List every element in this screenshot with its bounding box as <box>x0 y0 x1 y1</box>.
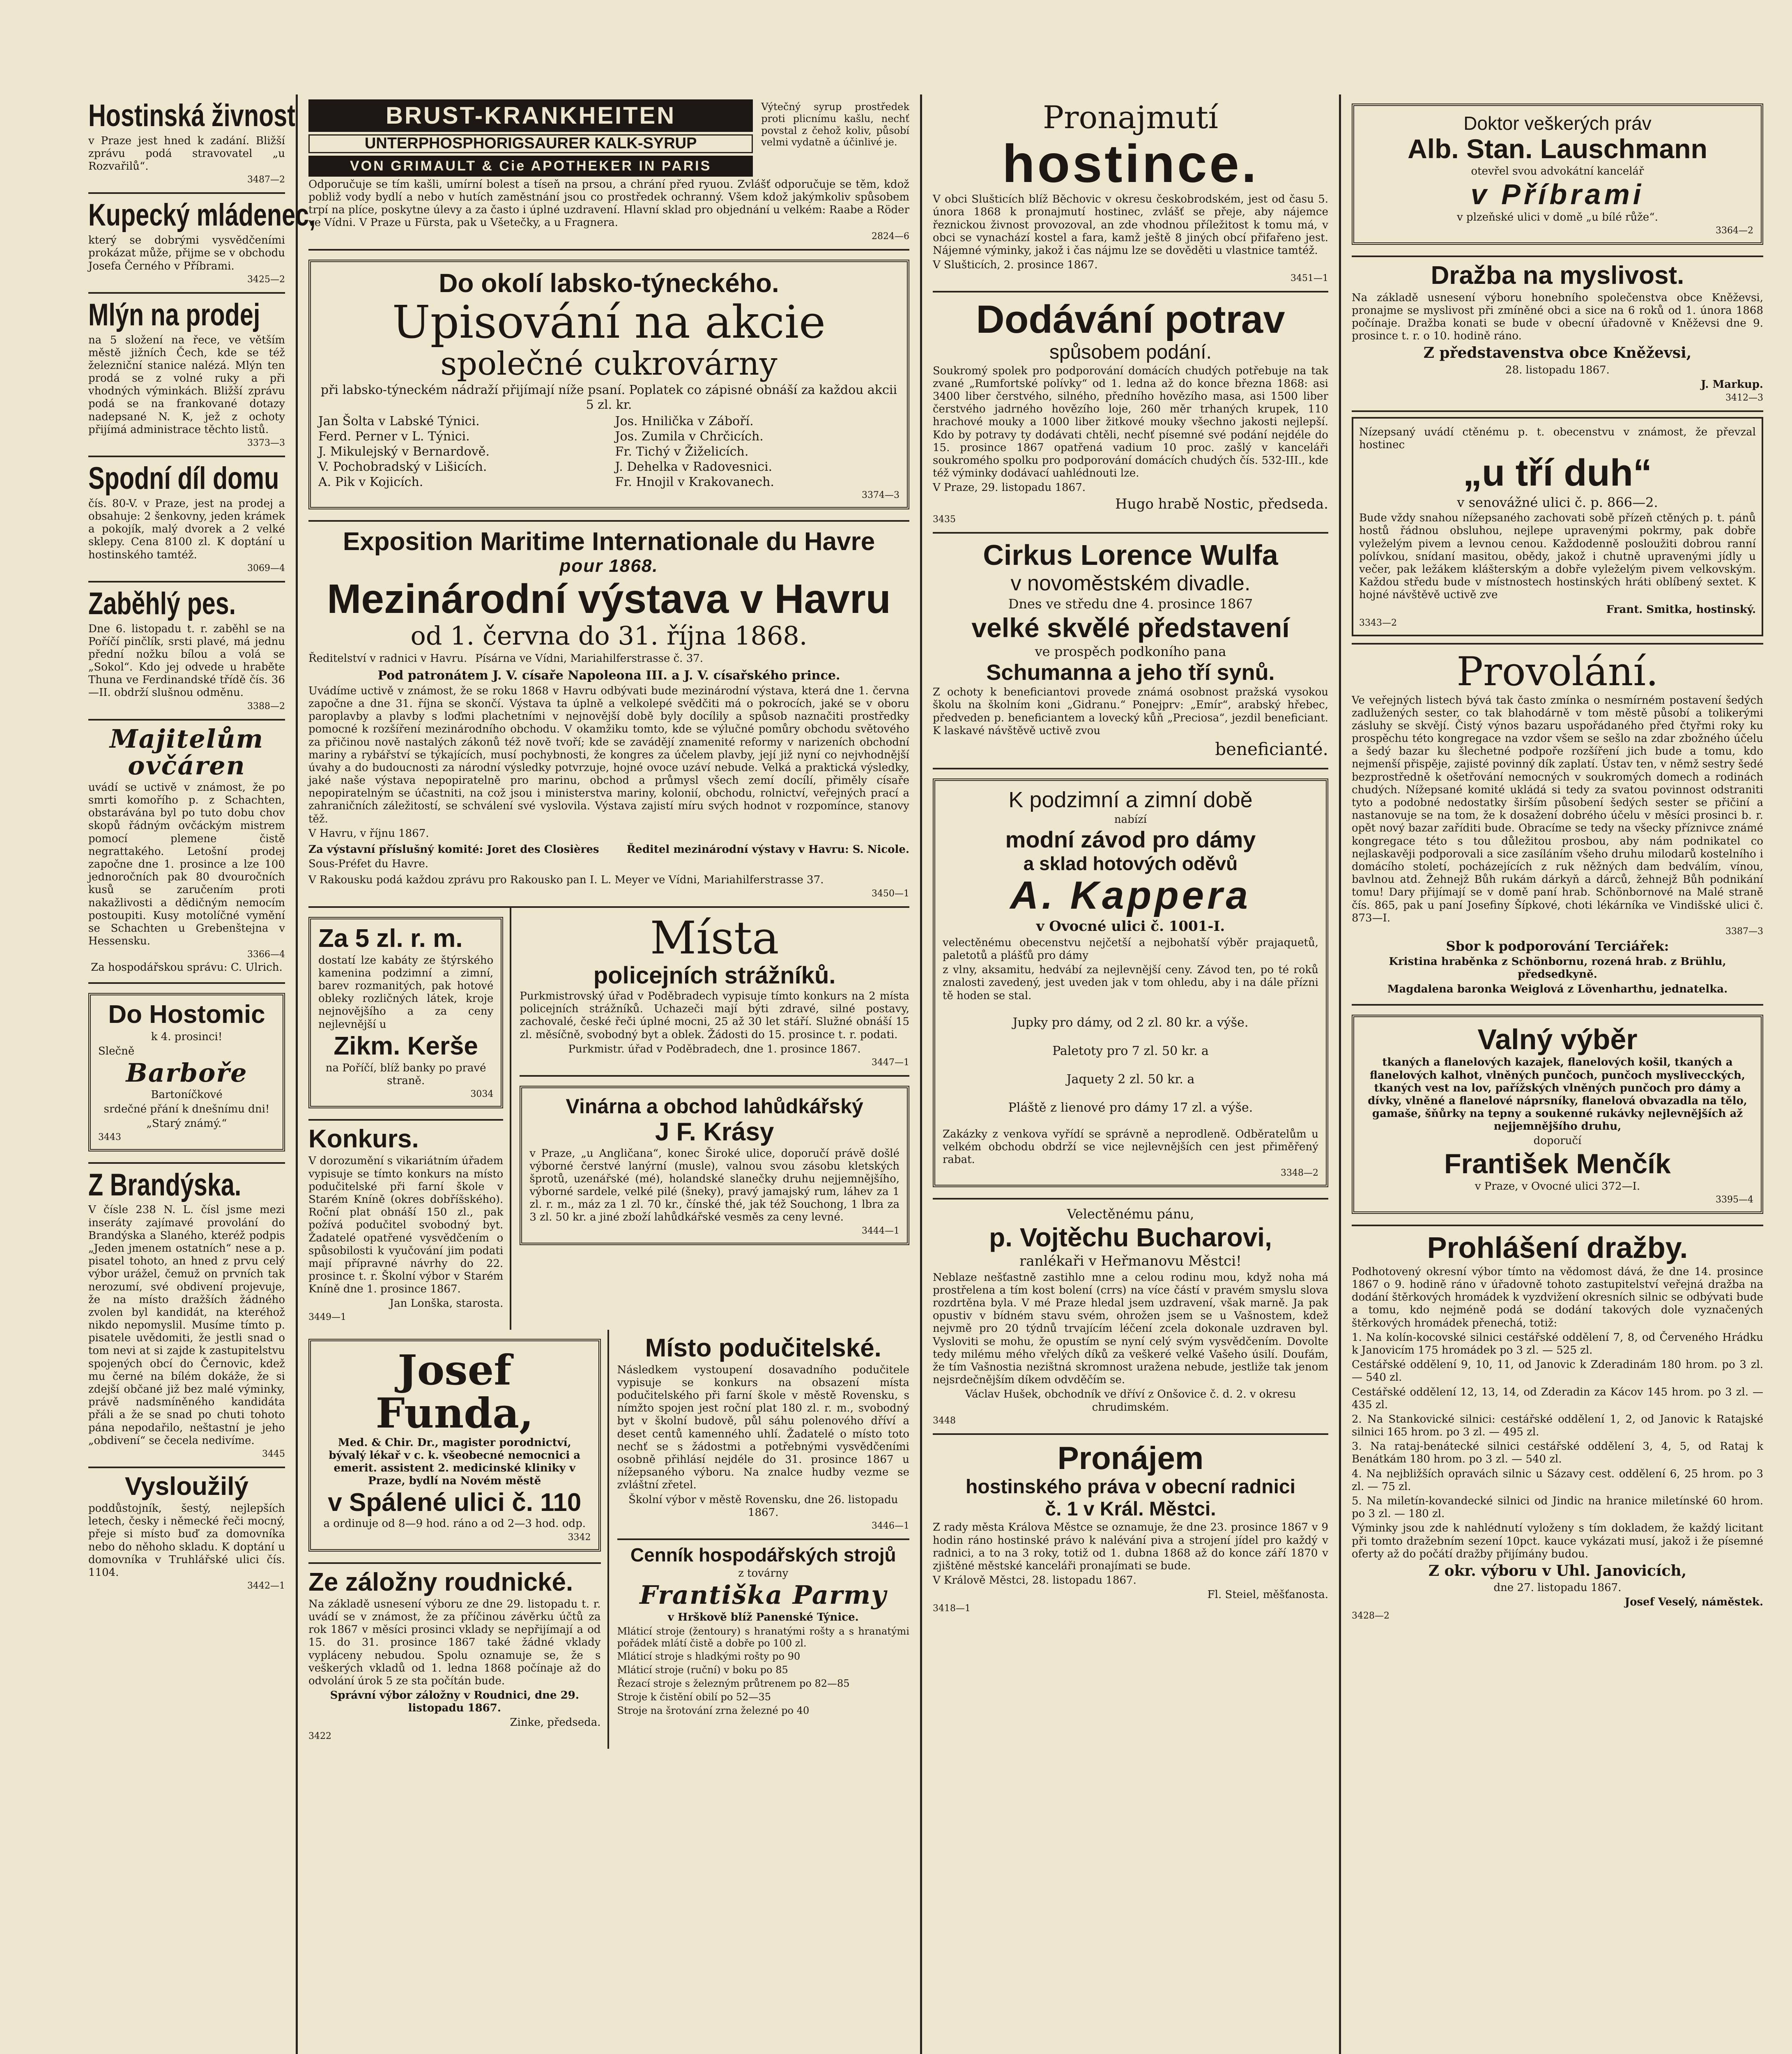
auction-item: 3. Na rataj-benátecké silnici cestářské oddělení 3, 4, 5, od Rataj k Benátkám 180 hrom. po 3 zl. — 540 zl. <box>1352 1440 1763 1466</box>
ad-body: tkaných a flanelových kazajek, flanelových košil, tkaných a flanelových kalhot, vlněných punčoch, punčoch myslivecckých, tkaných vest na lov, pařížských vlněných punčoch pro dámy a dívky, vlněné a flanelové náprsníky, flanelová obvazadla na tělo, gamaše, šňůrky na tepny a soukenné rukávky nejlevnějších až nejjemnějšího druhu, <box>1368 1056 1747 1133</box>
ad-code: 3418—1 <box>933 1603 971 1614</box>
ad-code: 3348—2 <box>1281 1168 1318 1179</box>
ad-signature: Purkmistr. úřad v Poděbradech, dne 1. prosince 1867. <box>568 1043 861 1055</box>
ad-misto-poducitelske <box>617 1330 910 1540</box>
ad-title: Doktor veškerých práv <box>1463 113 1652 134</box>
ad-hostomic <box>88 984 285 1163</box>
ad-akcie <box>308 251 909 522</box>
ad-code: 3366—4 <box>247 949 285 960</box>
ad-code: 3069—4 <box>247 563 285 573</box>
ad-signature-2: Zinke, předseda. <box>510 1716 601 1729</box>
price-row: Jaquety 2 zl. 50 kr. a <box>1066 1072 1195 1087</box>
ad-body: Z rady města Králova Městce se oznamuje, že dne 23. prosince 1867 v 9 hodin ráno hostinské právo k nalévání piva a strojení jídel pro každý v radnici, a to na 3 roky, totiž od 1. dubna 1868 až do konce září 1870 v zjištěné městské kanceláři pronajímati se bude. <box>933 1521 1328 1573</box>
ad-body: Podhotovený okresní výbor tímto na vědomost dává, že dne 14. prosince 1867 o 9. hodině ráno v úřadovně tohoto zastupitelství veřejná dražba na dodání štěrkových hromádek k vyzdvižení okresních silnic se odbývati bude a tomu, kdo nejméně podá se dodání takových dole vyznačených štěrkových hromádek přenechá, totiž: <box>1352 1265 1763 1329</box>
ads-row-2 <box>308 1330 909 1749</box>
ad-brandys <box>88 1164 285 1468</box>
ad-code: 3435 <box>933 514 956 525</box>
subscriber: Fr. Hnojil v Krakovanech. <box>615 475 774 490</box>
ad-cennik <box>617 1540 910 1725</box>
ad-signature-2: Josef Veselý, náměstek. <box>1624 1596 1763 1609</box>
subscriber: Jos. Zumila v Chrčicích. <box>615 429 764 444</box>
ad-code: 3442—1 <box>247 1581 285 1591</box>
ad-date: dne 27. listopadu 1867. <box>1493 1582 1622 1594</box>
ad-headline: modní závod pro dámy <box>1005 827 1256 853</box>
ad-provolani <box>1352 645 1763 1006</box>
ad-signature: Jan Lonška, starosta. <box>389 1297 504 1310</box>
ad-code: 3444—1 <box>862 1225 899 1236</box>
ad-pronajmuti <box>933 94 1328 292</box>
ad-committee-title: Sbor k podporování Terciářek: <box>1446 938 1669 954</box>
ad-office: Písárna ve Vídni, Mariahilferstrasse č. 37. <box>475 652 704 665</box>
ad-mista <box>520 908 909 1077</box>
ad-subtitle: hostinského práva v obecní radnici <box>966 1476 1295 1498</box>
ad-patronage: Pod patronátem J. V. císaře Napoleona III. a J. V. císařského prince. <box>377 668 840 683</box>
ad-body: Bude vždy snahou nížepsaného zachovati sobě přízeň ctěných p. t. pánů hostů řádnou obsluhou, nejlepe upravenými pokrmy, pak dobře vyleželým pivem a levnou cenou. Každodenně posloužiti dobrou ranní polívkou, snídaní masitou, obědy, jakož i chutně upravenými jídly u večer, pak ležákem klášterským a dobře vyleželým pivem velkovským. Každou středu bude v místnostech hostinských hráti oblíbený sextet. K hojné návštěvě uctivě zve <box>1359 512 1756 601</box>
ad-pronajem <box>933 1435 1328 1621</box>
ad-bucharovi <box>933 1200 1328 1435</box>
auction-item: 5. Na miletín-kovandecké silnici od Jindic na hranice miletínské 60 hrom. po 3 zl. — 180 zl. <box>1352 1495 1763 1520</box>
ad-title: Exposition Maritime Internationale du Havre <box>343 527 875 556</box>
ad-foot: V Rakousku podá každou zprávu pro Rakousko pan I. L. Meyer ve Vídni, Mariahilferstrasse 37. <box>308 874 824 887</box>
auction-item: Cestářské oddělení 9, 10, 11, od Janovic k Zderadinám 180 hrom. po 3 zl. — 540 zl. <box>1352 1359 1763 1384</box>
ad-name: Františka Parmy <box>640 1580 887 1610</box>
ad-havre <box>308 522 909 907</box>
ad-body: Med. & Chir. Dr., magister porodnictví, bývalý lékař v c. k. všeobecné nemocnici a emerit. assistent 2. medicinské kliniky v Praze, bydlí na Novém městě <box>329 1436 581 1488</box>
ad-body: Na základě usnesení výboru ze dne 29. listopadu t. r. uvádí se v známost, že za příčinou závěrku účtů za rok 1867 v měsíci prosinci vklady se nepřijímají a od 15. do 31. prosince 1867 také žádné vklady vypláceny nebudou. Spolu oznamuje se, že s veškerých vkladů od 1. ledna 1868 počínaje až do odvolání úrok 5 ze sta počítán bude. <box>308 1598 601 1687</box>
ad-body: Odporučuje se tím kašli, umírní bolest a tíseň na prsou, a chrání před ryuou. Zvlášť odporučuje se těm, kdož pobliž vody bydlí a nebo v hutích zaměstnání jsou co prostředek ochranný. Všem kdož jakýmkoliv spůsobem trpí na plíce, poskytne úlevy a za často i úplné uzdravení. Hlavní sklad pro objednání u velkém: Raabe a Röder ve Vídni. V Praze u Fürsta, pak u Všetečky, a u Fragnera. <box>308 178 909 229</box>
price-row: Řezací stroje s železným průtrenem po 82—85 <box>617 1677 850 1689</box>
ad-title: Za 5 zl. r. m. <box>318 924 463 953</box>
ad-name: Josef Funda, <box>375 1345 534 1437</box>
ad-address: v Ovocné ulici č. 1001-I. <box>1036 918 1225 935</box>
ad-funda <box>308 1330 601 1564</box>
ad-address: v Hrškově blíž Panenské Týnice. <box>667 1611 859 1623</box>
price-row: Pláště z lienové pro dámy 17 zl. a výše. <box>1008 1100 1253 1115</box>
ad-title: Kupecký mládenec, <box>88 198 316 233</box>
ad-date: 28. listopadu 1867. <box>1505 364 1610 376</box>
ad-date: V Havru, v říjnu 1867. <box>308 827 429 840</box>
ad-body: Ve veřejných listech bývá tak často zmínka o nesmírném postavení šedých zadlužených sester, co tak blahodárně v tom městě působí a tolikerými zásluhy se skvějí. Čistý výnos bazaru uspořádaného před čtyřmi roky ku prospěchu této kongregace na vzdor všem se sešlo na zdar zbožného účelu a šedý bazar ku šlechetné podpoře rozšíření jich bude a tomu, kdo nejmenší přispěje, zajisté povinný dík zaplatí. Ústav ten, v němž sestry šedé bezprostředně k ošetřování nemocných v soukromých domech a rodinách chudých. Nížepsané komité ukládá si tedy za svatou povinnost odstraniti tyto a podobné nedostatky širším působení šedých sester se přičiní a nastanovuje se na tom, že k dosažení dobrého účelu v měsíci prosinci b. r. opět nový bazar zaříditi bude. Obracíme se tedy na všecky příznivce známé kongregace této s tou důležitou prosbou, aby nám podnikatel co nejlaskavěji podporovali a sice zasíláním všeho druhu milodarů kostelního i domácího století, pocházejících z ruk něžných dam bedválím, vínou, bavlnou atd. Žehnejž Bůh rukám dárkyň a dárců, žehnejž Bůh podnikání tomu! Dary přijímají se v domě paní hrab. Schönbornové na Malé straně čís. 865, pak u paní Josefiny Šípkové, choti lékárníka ve Vindišské ulici č. 873—I. <box>1352 694 1763 924</box>
ad-code: 3448 <box>933 1415 956 1426</box>
ad-surname: Bartoníčkové <box>151 1089 223 1101</box>
ad-drazba-myslivost <box>1352 257 1763 412</box>
subscriber: Jos. Hnilička v Záboří. <box>615 414 754 429</box>
ad-title: Místo podučitelské. <box>645 1333 881 1362</box>
ad-vyslouzily <box>88 1468 285 1598</box>
subscriber: Fr. Tichý v Žiželicích. <box>615 444 749 459</box>
ad-body: Z ochoty k beneficiantovi provede známá osobnost pražská vysokou školu na školním koni „Gidranu.“ Ponejprv: „Emír“, arabský hřebec, předveden p. beneficiantem a lovecký kůň „Preciosa“, jezdil beneficiant. K laskavé návštěvě uctivě zvou <box>933 686 1328 737</box>
ad-spodni <box>88 457 285 583</box>
ad-body: čís. 80-V. v Praze, jest na prodej a obsahuje: 2 šenkovny, jeden krámek a pokojík, malý dvorek a 2 velké sklepy. Cena 8100 zl. K doptání u hostinského tamtéž. <box>88 497 285 561</box>
ad-title: Do Hostomic <box>108 1000 265 1029</box>
ad-headline: Mezinárodní výstava v Havru <box>327 576 891 622</box>
ad-signature: Správní výbor záložny v Roudnici, dne 29. listopadu 1867. <box>330 1689 579 1715</box>
price-row: Mláticí stroje (ruční) v boku po 85 <box>617 1664 788 1676</box>
price-row: Mláticí stroje s hladkými rošty po 90 <box>617 1651 801 1663</box>
ad-body: Dne 6. listopadu t. r. zaběhl se na Poříčí pinčlík, srsti plavé, má jednu přední nožku bílou a volá se „Sokol“. Kdo jej odvede u hraběte Thuna ve Ferdinandské třídě čís. 36—II. obdrží slušnou odměnu. <box>88 622 285 699</box>
ad-body: dostatí lze kabáty ze štýrského kamenina podzimní a zimní, barev rozmanitých, pak hotové obleky rozličných látek, kroje nejnovějšího a za ceny nejlevnější u <box>318 954 494 1031</box>
ad-body: Soukromý spolek pro podporování domácích chudých potřebuje na tak zvané „Rumfortské polívky“ od 1. ledna až do konce března 1868: asi 3400 liber čerstvého, silného, předního hovězího masa, asi 1500 liber čerstvého jadrného hovězího loje, 260 měr trhaných krupek, 110 hrachové mouky a 1000 liber žitkové mouky všechno jakosti nejlepší. Kdo by potravy ty dodávati chtěli, nechť písemné své podání nejdéle do 15. prosince 1867 opatřená vadium 10 proc. zašlý v kanceláři soukromého spolku pro podporování domácích chudých čís. 532-III., kde též výminky dodávací uahlédnouti lze. <box>933 364 1328 480</box>
ad-kappera <box>933 769 1328 1200</box>
ad-code: 3447—1 <box>872 1057 909 1068</box>
ad-address: v plzeňské ulici v domě „u bílé růže“. <box>1457 211 1658 224</box>
ad-code: 3450—1 <box>872 888 909 899</box>
subscriber: A. Pik v Kojicích. <box>318 475 423 490</box>
ad-body: Uvádíme uctivě v známost, že se roku 1868 v Havru odbývati bude mezinárodní výstava, která dne 1. června započne a dne 31. října se skončí. Výstava ta úplně a velkolepé svědčiti má o pokrocích, jaké se v oboru paroplavby a plavby s loďmi plachetními v nejnovější době byly docílily a spůsob naznačiti prostředky pomocné k rozšíření mezinárodního obchodu. V okamžiku tomto, kde se výlučné pomůry obchodu světového za přičinou nově nastalých zákonů též nově tvoří; kde se zavádějí znamenité reformy v narizeních obchodní mariny a rybářství se týkajících, musí pochybnosti, že kongres za účelem plavby, její již nyní co nejvhodnější úvahy a do budoucnosti za národní výsledky potvrzuje, hojné ovoce uzáví nebude. Velká a praktická výsledky, jaké naše výstava nepopiratelně pro marinu, obchod a průmysl všech zemí docílí, přiměly císaře nepopiratelným se účastniti, na což jsou i ministerstva mariny, kolonií, obchodu, rolnictví, veřejných prací a zahraničních záležitostí, se schválení své vyslovila. Výstava zajistí míru svých hodnot v rozpomínce, stanovy těž. <box>308 684 909 825</box>
ad-subtitle: a sklad hotových oděvů <box>1023 852 1238 874</box>
ad-body: otevřel svou advokátní kancelář <box>1471 165 1644 177</box>
ad-name: A. Kappera <box>1010 873 1251 918</box>
ad-body: V čísle 238 N. L. čísl jsme mezi inseráty zajímavé provolání do Brandýska a Slaného, kteréž podpis „Jeden jmenem ostatních“ nese a p. pisatel tohoto, an hned z prvu celý výbor urážel, čemuž on prvních tak nerozumí, své obdivení projevuje, že na místo dražších žádného zvolen byl kandidát, na kteréhož nikdo nepomyslil. Musíme tímto p. pisatele uvědomiti, že jestli snad o tom nevi at si zajde k zastupitelstvu spojených obcí do Černovic, kdež mu černé na bílém dokáže, že si zdejší občané již bez malé výminky, právě nadsmíněného kandidáta přáli a že se snad po chuti tohoto pána nepodařilo, neštastní je jeho „obdivení“ se čecela nedivíme. <box>88 1204 285 1447</box>
subscriber: V. Pochobradský v Lišicích. <box>318 460 487 474</box>
ad-body: který se dobrými vysvědčeními prokázat může, přijme se v obchodu Josefa Černého v Příbrami. <box>88 234 285 272</box>
ad-code: 3395—4 <box>1716 1195 1753 1205</box>
ad-drazba <box>1352 1226 1763 1628</box>
ad-body-2: Výminky jsou zde k nahlédnutí vyloženy s tím dokladem, že každý licitant při tomto dražebním sezení 10pct. kauce vykázati musí, jakož i že písemné oferty až do počátí dražby přijímány budou. <box>1352 1522 1763 1560</box>
ad-mencik <box>1352 1006 1763 1226</box>
column-1 <box>88 94 316 2054</box>
ad-code: 3425—2 <box>247 274 285 285</box>
ad-subtitle-2: VON GRIMAULT & Cie APOTHEKER IN PARIS <box>308 156 753 177</box>
column-2 <box>298 94 922 2054</box>
ad-code: 3374—3 <box>862 490 899 501</box>
ad-body-3: Zakázky z venkova vyřídí se správně a neprodleně. Odběratelům u velkém obchodu obdrží se vice nejlevnějších cen jest přiměřený rabat. <box>943 1128 1318 1166</box>
ad-directorate: Ředitelství v radnici v Havru. <box>308 652 467 665</box>
ad-body: uvádí se uctivě v známost, že po smrti komořího p. z Schachten, obstarávána byl po tuto dobu chov skopů řádným ovčáckým mistrem pomocí plemene čistě negrattakého. Letošní prodej započne dne 1. prosince a lze 100 jednoročních pak 80 dvouročních kusů se zaručením proti nakažlivosti a dědičným nemocím postoupiti. Kusy motolíčné vymění se Schachten u Grebenštejna v Hessensku. <box>88 781 285 948</box>
ad-mlyn <box>88 294 285 457</box>
ad-signature: Fl. Steiel, měšťanosta. <box>1207 1589 1328 1601</box>
ad-signature: Za hospodářskou správu: C. Ulrich. <box>91 961 283 974</box>
ad-salutation: Velectěnému pánu, <box>1067 1206 1194 1222</box>
ad-code: 3422 <box>308 1731 331 1741</box>
ad-code: 3343—2 <box>1359 617 1397 628</box>
ad-body: Následkem vystoupení dosavadního podučitele vypisuje se konkurs na obsazení místa podučitelského při farní škole v městě Rovensku, s nímžto spojen jest roční plat 180 zl. r. m., svobodný byt v školní budově, půl sáhu polenového dříví a deset centů kamenného uhlí. Žadatelé o místo toto nechť se s žádostmi a potřebnými vysvědčeními osobně přihlásí nejdéle do 31. prosince 1867 u nížepsaného výboru. Na znalce hudby vezme se zvláštní zřetel. <box>617 1363 909 1492</box>
ad-body: v Praze, „u Angličana“, konec Široké ulice, doporučí právě došlé výborné čerstvé lanýrní (musle), valnou svou zásobu kletských šprotů, uzenářské (mé), holandské slanečky druhu nejjemnějšího, výborné sardele, velké pilé (šneky), pravý jamajský rum, láhev za 1 zl. r. m., máz za 1 zl. 70 kr., čínské thé, jak též Souchong, 1 lbra za 3 zl. 50 kr. a jiné zboží lahůdkářské vesměs za ceny levné. <box>529 1147 899 1224</box>
ad-signature: beneficianté. <box>1215 739 1328 759</box>
ads-row-1 <box>308 908 909 1330</box>
ad-majitelum <box>88 721 285 984</box>
ad-code: 3342 <box>568 1532 591 1543</box>
subscriber: Jan Šolta v Labské Týnici. <box>318 414 480 429</box>
ad-title: Místa <box>650 911 779 964</box>
ad-code: 3445 <box>262 1448 285 1459</box>
auction-item: Cestářské oddělení 12, 13, 14, od Zderadin za Kácov 145 hrom. po 3 zl. — 435 zl. <box>1352 1386 1763 1411</box>
ad-headline: hostince. <box>1002 133 1259 193</box>
ad-body: velectěnému obecenstvu nejčetší a nejbohatší výběr prajaquetů, paletotů a plášťů pro dámy <box>943 936 1318 962</box>
ad-place: v Příbrami <box>1470 178 1645 210</box>
auction-item: 1. Na kolín-kocovské silnici cestářské oddělení 7, 8, od Červeného Hrádku k Janovicím 175 hromádek po 3 zl. — 525 zl. <box>1352 1331 1763 1356</box>
ad-subtitle: spůsobem podání. <box>1049 341 1212 364</box>
ad-body-2: z vlny, aksamitu, hedvábí za nejlevnější ceny. Závod ten, po té roků znalosti zavedený, jest uveden jak v tom ohledu, aby i na dále přízni tě hoden se stal. <box>943 964 1318 1002</box>
ad-code: 3412—3 <box>1725 392 1763 403</box>
subscriber: Ferd. Perner v L. Týnici. <box>318 429 470 444</box>
ad-body: Purkmistrovský úřad v Poděbradech vypisuje tímto konkurs na 2 místa policejních strážníků. Uchazeči mají býti zdravé, silné postavy, zachovalé, české řeči úplné mocni, 25 až 30 let stáří. Služné obnáší 15 zl. měsíčně, svobodný byt a oblek. Žádosti do 15. prosince t. r. podati. <box>520 990 909 1041</box>
ad-signature: Z představenstva obce Kněževsi, <box>1423 344 1692 362</box>
subscriber: J. Dehelka v Radovesnici. <box>615 460 773 474</box>
ad-dates: od 1. června do 31. října 1868. <box>410 620 807 651</box>
ad-code: 3487—2 <box>247 175 285 185</box>
ad-name: Zikm. Kerše <box>334 1032 478 1060</box>
ad-date: Dnes ve středu dne 4. prosince 1867 <box>1008 596 1253 612</box>
ad-code: 3388—2 <box>247 701 285 712</box>
ad-signature-left-title: Sous-Préfet du Havre. <box>308 858 428 870</box>
ad-from: z továrny <box>738 1567 789 1580</box>
ad-address: v Praze, v Ovocné ulici 372—I. <box>1475 1180 1640 1193</box>
price-row: Mláticí stroje (žentoury) s hranatými rošty a s hranatými pořádek mlátí čistě a dobře po 100 zl. <box>617 1625 909 1649</box>
ad-name: František Menčík <box>1444 1148 1671 1179</box>
ad-vinarna <box>520 1077 909 1256</box>
ad-subtitle: společné cukrovárny <box>440 345 778 383</box>
ad-sidenote: Výtečný syrup prostředek proti plicnímu kašlu, nechť povstal z čehož koliv, působí velmi vydatně a účinlivé je. <box>761 101 909 148</box>
price-row: Stroje k čistění obilí po 52—35 <box>617 1691 771 1703</box>
ad-subtitle: UNTERPHOSPHORIGSAURER KALK-SYRUP <box>308 134 753 153</box>
price-row: Paletoty pro 7 zl. 50 kr. a <box>1052 1043 1209 1058</box>
ad-code: 3034 <box>470 1089 494 1100</box>
ad-body: poddůstojník, šestý, nejlepších letech, česky i německé řeči mocný, přeje si místo buď za domovníka nebo do něhoho skladu. K doptání u domovníka v Truhlářské ulici čís. 1104. <box>88 1502 285 1579</box>
ad-code: 3364—2 <box>1716 226 1753 236</box>
ad-address: v Spálené ulici č. 110 <box>328 1488 582 1517</box>
ad-date: V Králově Městci, 28. listopadu 1867. <box>933 1574 1136 1587</box>
ad-title: Prohlášení dražby. <box>1427 1232 1688 1265</box>
ad-code: 3387—3 <box>1725 926 1763 937</box>
ad-title: Z Brandýska. <box>88 1167 242 1202</box>
ad-signature: Hugo hrabě Nostic, předseda. <box>1115 496 1328 513</box>
ad-name: Alb. Stan. Lauschmann <box>1408 134 1707 164</box>
ad-committee-member: Magdalena baronka Weiglová z Lövenharthu, jednatelka. <box>1387 983 1728 995</box>
ad-salutation: Slečně <box>98 1045 135 1057</box>
ad-signature: „Starý známý.“ <box>146 1117 227 1130</box>
ad-title: Vinárna a obchod lahůdkářský <box>566 1094 863 1118</box>
ad-name: Barboře <box>126 1057 248 1088</box>
ad-title: Dodávání potrav <box>976 297 1285 342</box>
ad-subtitle: ranlékaři v Heřmanovu Městci! <box>1019 1253 1242 1269</box>
ad-body: V dorozumění s vikariátním úřadem vypisuje se tímto konkurs na místo podučitelské při farní škole v Starém Kníně (okres dobříšského). Roční plat obnáší 150 zl., pak požívá podučitel svobodný byt. Žadatelé opatřené vysvědčením o spůsobilosti k vyučování jim podati mají přípravné návrhy do 22. prosince t. r. Školní výbor v Starém Kníně dne 1. prosince 1867. <box>308 1155 504 1296</box>
ad-code: 3373—3 <box>247 438 285 449</box>
subscriber-list <box>318 414 899 489</box>
ad-za5 <box>308 908 503 1121</box>
ad-code: 3449—1 <box>308 1312 346 1322</box>
ad-signature: Václav Hušek, obchodník ve dříví z Onšovice č. d. 2. v okresu chrudimském. <box>965 1388 1296 1414</box>
ad-signature: V Slušticích, 2. prosince 1867. <box>933 259 1098 272</box>
ad-address: v senovážné ulici č. p. 866—2. <box>1457 494 1658 510</box>
ad-body: srdečné přání k dnešnímu dni! <box>104 1103 270 1116</box>
ad-hostinska <box>88 94 296 194</box>
ad-signature-left: Za výstavní příslušný komité: Joret des Closières <box>308 843 599 856</box>
ad-cirkus <box>933 534 1328 769</box>
ad-hours: a ordinuje od 8—9 hod. ráno a od 2—3 hod. odp. <box>323 1517 586 1530</box>
ad-title: Cirkus Lorence Wulfa <box>983 539 1278 571</box>
ad-title: Mlýn na prodej <box>88 297 260 332</box>
ad-year: pour 1868. <box>559 556 658 576</box>
ad-title: Pronajmutí <box>1043 99 1218 136</box>
ad-signature: Z okr. výboru v Uhl. Janovicích, <box>1428 1562 1687 1580</box>
ad-date: V Praze, 29. listopadu 1867. <box>933 481 1086 494</box>
ad-place: č. 1 v Král. Městci. <box>1045 1498 1216 1520</box>
ad-title: Do okolí labsko-týneckého. <box>439 268 779 298</box>
ad-code: 3443 <box>98 1132 121 1142</box>
ad-headline: velké skvělé představení <box>971 612 1290 643</box>
ad-signature-right: Ředitel mezinárodní výstavy v Havru: S. Nicole. <box>626 843 909 856</box>
ad-title: Ze záložny roudnické. <box>308 1568 573 1596</box>
ad-title: Vysloužilý <box>125 1472 248 1501</box>
price-row: Jupky pro dámy, od 2 zl. 80 kr. a výše. <box>1012 1015 1249 1030</box>
ad-title: Majitelům ovčáren <box>109 723 264 781</box>
auction-item: 4. Na nejbližších opravách silnic u Sázavy cest. oddělení 6, 25 hrom. po 3 zl. — 75 zl. <box>1352 1467 1763 1493</box>
ad-title: Valný výběr <box>1477 1023 1638 1055</box>
price-row: Stroje na šrotování zrna železné po 40 <box>617 1704 810 1716</box>
ad-address: na Poříčí, blíž banky po pravé straně. <box>325 1062 486 1087</box>
ad-signature-2: J. Markup. <box>1701 378 1763 391</box>
subscriber: J. Mikulejský v Bernardově. <box>318 444 490 459</box>
ad-title: Hostinská živnost <box>88 98 296 133</box>
ad-body: Neblaze nešťastně zastihlo mne a celou rodinu mou, když noha má prostřelena a tím kost bolení (crrs) na více částí v pravém smyslu slova rozdrtěna byla. V mé Praze hledal jsem uzdravení, však marně. Ja pak opustiv v bídném stavu svém, ohrožen jsem se u Vašnostem, kdež nejvmě pro 20 týdnů trvajícím léčení zcela dokonale uzdraven byl. Vysloviti se mohu, že opustím se nyní celý svým vysvědčením. Dovolte tedy milému mého vřelých díků za veškeré velké Vašeho úsilí. Doufám, že tím Vašnostia nezištná skromnost uražena nebude, jestliže tak jenom nejsrdečnějším díkem odvděčím se. <box>933 1271 1328 1386</box>
ad-subtitle: policejních strážníků. <box>593 962 836 989</box>
auction-item: 2. Na Stankovické silnici: cestářské oddělení 1, 2, od Janovic k Ratajské silnici 165 hrom. po 3 zl. — 495 zl. <box>1352 1413 1763 1439</box>
ad-title: K podzimní a zimní době <box>1008 788 1253 813</box>
ad-body: v Praze jest hned k zadání. Bližší zprávu podá stravovatel „u Rozvařilů“. <box>88 134 285 173</box>
column-3 <box>922 94 1341 2054</box>
ad-title: p. Vojtěchu Bucharovi, <box>989 1222 1272 1252</box>
ad-committee-member: Kristina hraběnka z Schönbornu, rozená hrab. z Brühlu, předsedkyně. <box>1389 956 1726 981</box>
ad-venue: v novoměstském divadle. <box>1010 571 1251 595</box>
ad-code: 3446—1 <box>872 1520 909 1531</box>
ad-lauschmann <box>1352 94 1763 257</box>
ad-recommend: doporučí <box>1533 1135 1582 1147</box>
ad-body: V obci Slušticích blíž Běchovic v okresu českobrodském, jest od času 5. února 1868 k pronajmutí hostinec, zvlášť se přeje, aby nájemce řeznickou živnost provozoval, an zde vhodnou příležitost k tomu má, v obci se vynachází kostel a fara, kamž ještě 8 jiných obcí přifařeno jest. Nájemné výminky, jakož i čas nájmu lze se dověděti u vlastnice tamtéž. <box>933 193 1328 257</box>
ad-body: na 5 složení na řece, ve větším městě jižních Čech, kde se též železniční stanice nalézá. Mlýn ten prodá se z volné ruky a při vhodných výminkách. Bližší zprávu podá se na frankované dotazy nadepsané N. K, jež z ochoty přijímá administrace těchto listů. <box>88 334 285 436</box>
ad-title: „u tří duh“ <box>1463 452 1652 494</box>
ad-title: Konkurs. <box>308 1125 419 1154</box>
ad-konkurs <box>308 1121 503 1329</box>
ad-title: Pronájem <box>1057 1439 1204 1476</box>
ad-headline: Upisování na akcie <box>392 295 826 348</box>
ad-offer: nabízí <box>1114 813 1147 826</box>
ad-dodavani <box>933 292 1328 534</box>
ad-kupecky <box>88 194 316 293</box>
ad-beneficiary: Schumanna a jeho tří synů. <box>986 660 1275 685</box>
ad-title: Zaběhlý pes. <box>88 586 236 621</box>
ad-code: 3428—2 <box>1352 1610 1389 1621</box>
ad-for: ve prospěch podkoního pana <box>1035 644 1226 660</box>
ad-zalozna <box>308 1564 601 1749</box>
ad-code: 2824—6 <box>872 231 909 242</box>
ad-code: 3451—1 <box>1291 273 1328 284</box>
ad-title: Dražba na myslivost. <box>1431 261 1684 290</box>
ad-title: BRUST-KRANKHEITEN <box>308 99 753 132</box>
ad-title: Cenník hospodářských strojů <box>630 1544 896 1566</box>
ad-title: Provolání. <box>1456 648 1659 695</box>
ad-body: při labsko-týneckém nádraží přijímají níže psaní. Poplatek co zápisné obnáší za každou akcii 5 zl. kr. <box>320 383 897 412</box>
ad-signature: Školní výbor v městě Rovensku, dne 26. listopadu 1867. <box>628 1493 898 1519</box>
ad-name: J F. Krásy <box>655 1118 774 1147</box>
ad-brust <box>308 94 909 251</box>
column-4 <box>1341 94 1763 2054</box>
ad-zabehly <box>88 583 285 721</box>
ad-tri-duh <box>1352 412 1763 645</box>
ad-signature: Frant. Smitka, hostinský. <box>1606 603 1756 616</box>
ad-date: k 4. prosinci! <box>151 1030 223 1043</box>
ad-title: Spodní díl domu <box>88 461 279 496</box>
ad-body: Na základě usnesení výboru honebního společenstva obce Kněževsi, pronajme se myslivost při zmíněné obci a sice na 6 roků od 1. února 1868 počínaje. Dražba konati se bude v obecní úřadovně v Kněževsi dne 9. prosince t. r. o 10. hodině ráno. <box>1352 291 1763 343</box>
ad-intro: Nízepsaný uvádí ctěnému p. t. obecenstvu v známost, že převzal hostinec <box>1359 426 1756 451</box>
